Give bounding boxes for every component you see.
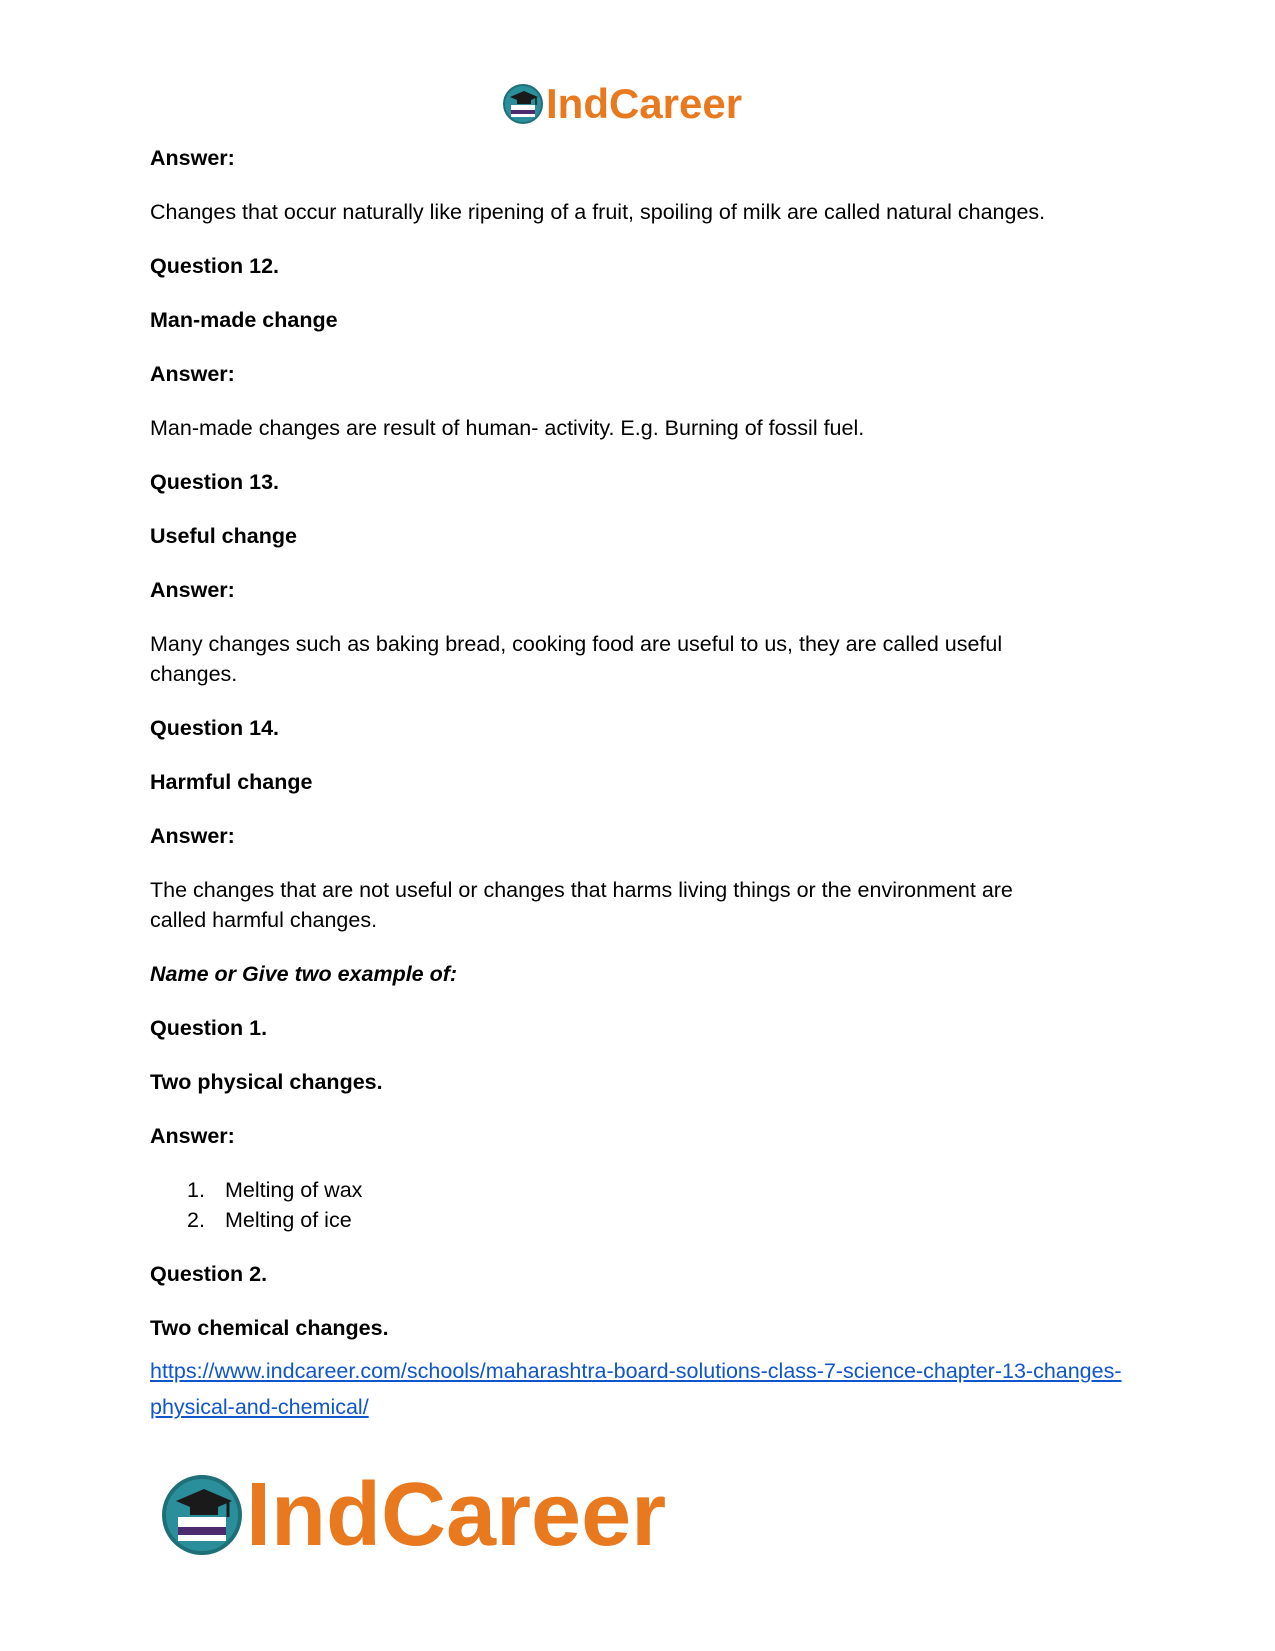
answer-label: Answer: [150,578,235,602]
source-link[interactable]: https://www.indcareer.com/schools/maharashtra-board-solutions-class-7-science-chapter-13-changes-physical-and-chemical/ [150,1359,1122,1419]
question-label: Question 12. [150,254,280,278]
question-title: Harmful change [150,770,313,794]
list-item-number: 1. [187,1178,205,1202]
question-label: Question 13. [150,470,280,494]
answer-text: Changes that occur naturally like ripening of a fruit, spoiling of milk are called natural changes. [150,200,1046,224]
answer-label: Answer: [150,824,235,848]
graduation-book-logo-icon [502,83,544,125]
graduation-book-logo-icon [160,1473,244,1557]
question-title: Useful change [150,524,297,548]
list-item [150,1175,362,1205]
answer-label: Answer: [150,1124,235,1148]
answer-text: Man-made changes are result of human- activity. E.g. Burning of fossil fuel. [150,416,865,440]
logo-wordmark: IndCareer [246,1465,667,1565]
list-item [150,1205,362,1235]
section-heading: Name or Give two example of: [150,962,458,986]
answer-text: The changes that are not useful or changes that harms living things or the environment are called harmful changes. [150,878,1013,932]
footer-logo [160,1465,667,1565]
list-item-text: Melting of ice [225,1208,352,1232]
list-item-number: 2. [187,1208,205,1232]
logo-wordmark: IndCareer [546,80,743,127]
question-label: Question 14. [150,716,280,740]
list-item-text: Melting of wax [225,1178,363,1202]
answer-list [150,1175,362,1235]
answer-label: Answer: [150,362,235,386]
question-title: Two chemical changes. [150,1316,389,1340]
answer-label: Answer: [150,146,235,170]
answer-text: Many changes such as baking bread, cooking food are useful to us, they are called useful changes. [150,632,1003,686]
question-title: Man-made change [150,308,338,332]
question-title: Two physical changes. [150,1070,383,1094]
question-label: Question 2. [150,1262,268,1286]
question-label: Question 1. [150,1016,268,1040]
header-logo [502,80,742,128]
